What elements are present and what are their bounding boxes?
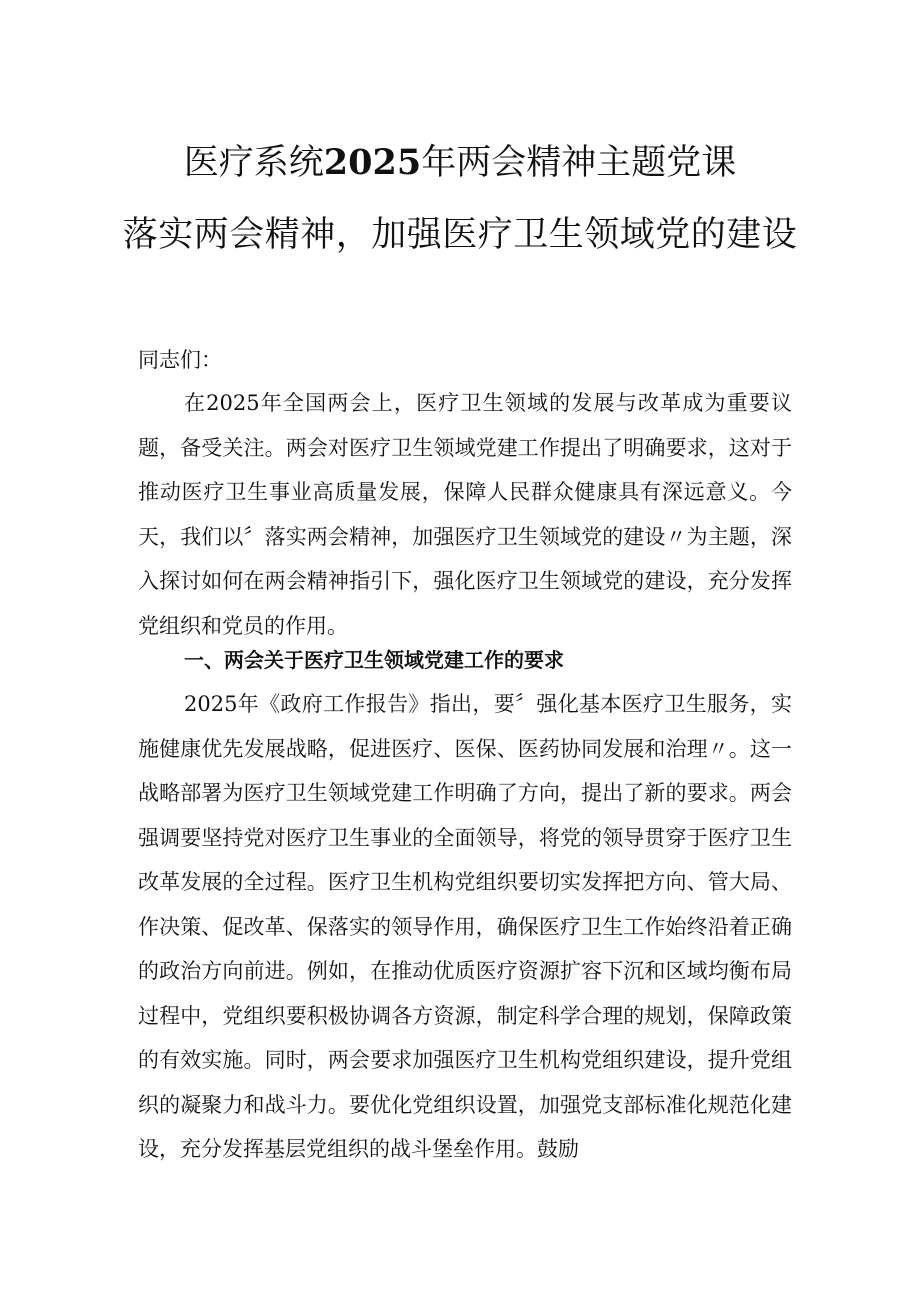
title-year: 2025 — [323, 142, 422, 183]
paragraph-intro: 在2025年全国两会上，医疗卫生领域的发展与改革成为重要议题，备受关注。两会对医疗卫生领域党建工作提出了明确要求，这对于推动医疗卫生事业高质量发展，保障人民群众健康具有深远意义。今天，我们以〞落实两会精神，加强医疗卫生领域党的建设〃为主题，深入探讨如何在两会精神指引下，强化医疗卫生领域党的建设，充分发挥党组织和党员的作用。 — [138, 391, 792, 638]
title-prefix: 医疗系统 — [183, 143, 324, 183]
section-heading-1: 一、两会关于医疗卫生领域党建工作的要求 — [184, 648, 564, 672]
title-suffix: 年两会精神主题党课 — [421, 143, 737, 183]
document-subtitle: 落实两会精神，加强医疗卫生领域党的建设 — [122, 215, 798, 255]
document-title — [0, 138, 920, 188]
salutation: 同志们： — [138, 348, 222, 372]
paragraph-section-1: 2025年《政府工作报告》指出，要〞强化基本医疗卫生服务，实施健康优先发展战略，促进医疗、医保、医药协同发展和治理〃。这一战略部署为医疗卫生领域党建工作明确了方向，提出了新的要求。两会强调要坚持党对医疗卫生事业的全面领导，将党的领导贯穿于医疗卫生改革发展的全过程。医疗卫生机构党组织要切实发挥把方向、管大局、作决策、促改革、保落实的领导作用，确保医疗卫生工作始终沿着正确的政治方向前进。例如，在推动优质医疗资源扩容下沉和区域均衡布局过程中，党组织要积极协调各方资源，制定科学合理的规划，保障政策的有效实施。同时，两会要求加强医疗卫生机构党组织建设，提升党组织的凝聚力和战斗力。要优化党组织设置，加强党支部标准化规范化建设，充分发挥基层党组织的战斗堡垒作用。鼓励 — [138, 692, 792, 1161]
